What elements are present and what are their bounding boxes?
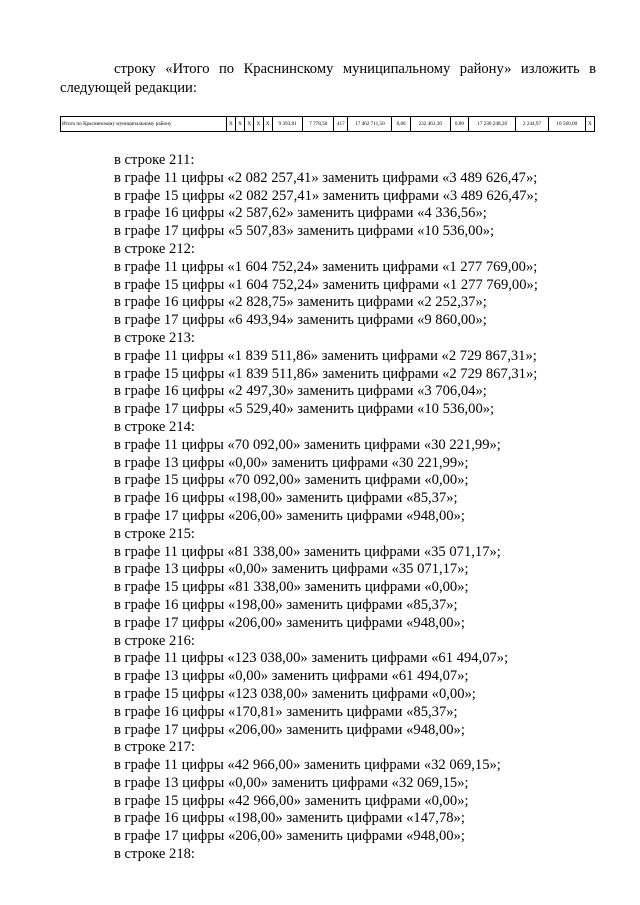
table-cell: X [235,117,244,132]
row-heading: в строке 218: [114,846,195,863]
amendment-line: в графе 16 цифры «198,00» заменить цифрами «147,78»; [114,810,465,827]
amendment-line: в графе 17 цифры «206,00» заменить цифрами «948,00»; [114,828,465,845]
table-cell: 417 [334,117,348,132]
amendment-line: в графе 15 цифры «70 092,00» заменить цифрами «0,00»; [114,472,469,489]
table-cell: 17 230 248,20 [469,117,516,132]
amendment-line: в графе 15 цифры «2 082 257,41» заменить цифрами «3 489 626,47»; [114,187,538,204]
amendment-line: в графе 15 цифры «42 966,00» заменить цифрами «0,00»; [114,792,469,809]
table-cell: 232 463,30 [410,117,450,132]
amendment-line: в графе 17 цифры «206,00» заменить цифрами «948,00»; [114,614,465,631]
amendment-line: в графе 11 цифры «2 082 257,41» заменить цифрами «3 489 626,47»; [114,169,538,186]
amendment-line: в графе 17 цифры «206,00» заменить цифрами «948,00»; [114,507,465,524]
amendment-line: в графе 11 цифры «1 839 511,86» заменить цифрами «2 729 867,31»; [114,347,537,364]
amendment-line: в графе 15 цифры «1 839 511,86» заменить цифрами «2 729 867,31»; [114,365,538,382]
table-cell: 2 244,97 [516,117,549,132]
amendment-line: в графе 11 цифры «1 604 752,24» заменить цифрами «1 277 769,00»; [114,258,538,275]
amendment-line: в графе 16 цифры «2 828,75» заменить цифрами «2 252,37»; [114,294,487,311]
amendment-line: в графе 17 цифры «5 529,40» заменить цифрами «10 536,00»; [114,401,495,418]
intro-line-1: строку «Итого по Краснинскому муниципальному району» изложить в [114,61,596,77]
table-cell-name: Итого по Краснинскому муниципальному району [61,117,227,132]
row-heading: в строке 216: [114,632,195,649]
table-cell: 7 778,50 [303,117,334,132]
amendment-line: в графе 11 цифры «123 038,00» заменить цифрами «61 494,07»; [114,650,509,667]
table-cell: X [245,117,254,132]
amendment-line: в графе 16 цифры «198,00» заменить цифрами «85,37»; [114,596,458,613]
amendment-line: в графе 15 цифры «81 338,00» заменить цифрами «0,00»; [114,579,469,596]
row-heading: в строке 215: [114,525,195,542]
table-cell: 0,00 [450,117,468,132]
amendment-line: в графе 13 цифры «0,00» заменить цифрами «30 221,99»; [114,454,469,471]
row-heading: в строке 214: [114,418,195,435]
amendment-line: в графе 11 цифры «70 092,00» заменить цифрами «30 221,99»; [114,436,501,453]
amendment-line: в графе 16 цифры «198,00» заменить цифрами «85,37»; [114,490,458,507]
amendment-line: в графе 15 цифры «1 604 752,24» заменить цифрами «1 277 769,00»; [114,276,538,293]
table-cell: X [226,117,235,132]
intro-line-2: следующей редакции: [60,80,197,96]
amendment-line: в графе 13 цифры «0,00» заменить цифрами «35 071,17»; [114,561,469,578]
amendment-line: в графе 13 цифры «0,00» заменить цифрами «61 494,07»; [114,668,469,685]
amendment-line: в графе 11 цифры «42 966,00» заменить цифрами «32 069,15»; [114,757,501,774]
row-heading: в строке 212: [114,240,195,257]
amendment-line: в графе 15 цифры «123 038,00» заменить цифрами «0,00»; [114,685,476,702]
intro-paragraph [60,60,596,98]
amendment-line: в графе 16 цифры «170,81» заменить цифрами «85,37»; [114,703,458,720]
amendment-line: в графе 17 цифры «206,00» заменить цифрами «948,00»; [114,721,465,738]
row-heading: в строке 213: [114,329,195,346]
amendment-line: в графе 17 цифры «6 493,94» заменить цифрами «9 860,00»; [114,312,487,329]
amendment-line: в графе 16 цифры «2 497,30» заменить цифрами «3 706,04»; [114,383,487,400]
totals-table [60,116,595,132]
amendment-list [114,152,538,864]
row-heading: в строке 217: [114,739,195,756]
totals-row [61,117,595,132]
row-heading: в строке 211: [114,152,195,168]
amendment-line: в графе 16 цифры «2 587,62» заменить цифрами «4 336,56»; [114,205,487,222]
table-cell: 9 393,81 [272,117,303,132]
table-cell: 10 560,00 [548,117,585,132]
amendment-line: в графе 17 цифры «5 507,83» заменить цифрами «10 536,00»; [114,223,495,240]
table-cell: 0,00 [392,117,410,132]
amendment-line: в графе 13 цифры «0,00» заменить цифрами «32 069,15»; [114,774,469,791]
table-cell: X [254,117,263,132]
amendment-line: в графе 11 цифры «81 338,00» заменить цифрами «35 071,17»; [114,543,501,560]
table-cell: X [585,117,594,132]
table-cell: X [263,117,272,132]
table-cell: 17 462 711,50 [348,117,392,132]
